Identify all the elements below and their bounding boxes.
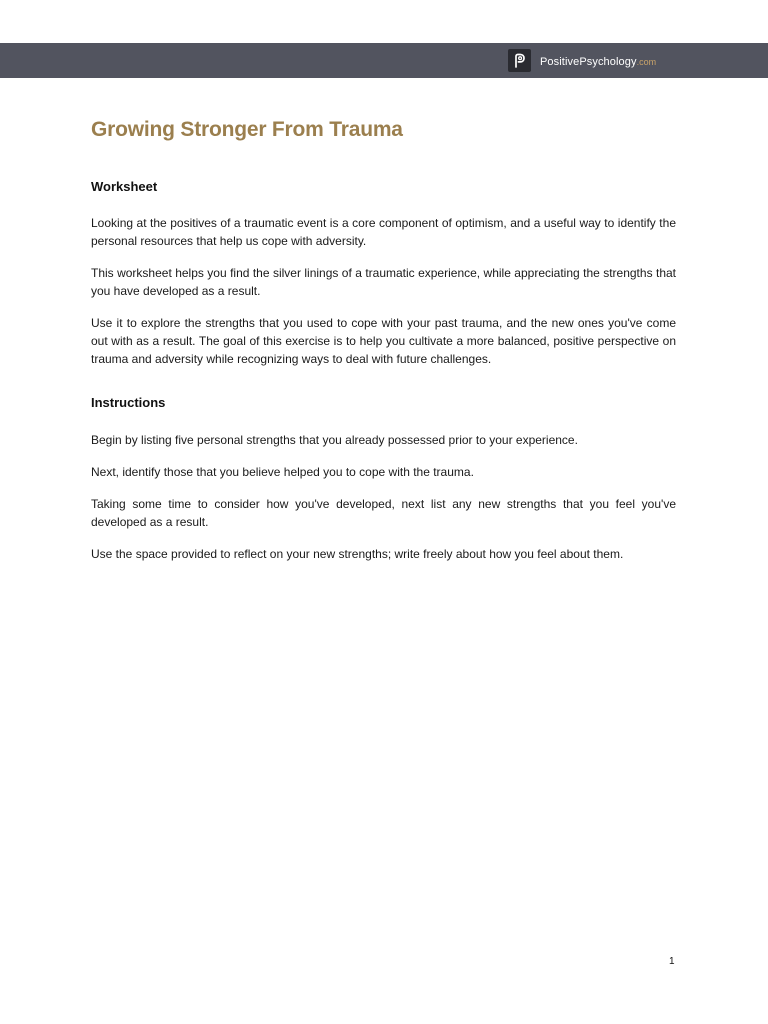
positivepsychology-p-logo-icon bbox=[508, 49, 531, 72]
page-title: Growing Stronger From Trauma bbox=[91, 118, 403, 141]
instructions-heading: Instructions bbox=[91, 395, 166, 410]
instructions-paragraph: Next, identify those that you believe helped you to cope with the trauma. bbox=[91, 465, 474, 479]
document-content bbox=[91, 116, 676, 563]
worksheet-paragraph: Use it to explore the strengths that you used to cope with your past trauma, and the new ones you've come out with as a result. The goal of this exercise is to help you cultivate a more balanced, positive perspective on trauma and adversity while recognizing ways to deal with future challenges. bbox=[91, 316, 676, 366]
brand-link[interactable] bbox=[508, 49, 656, 72]
header-bar bbox=[0, 43, 768, 78]
worksheet-paragraph: This worksheet helps you find the silver linings of a traumatic experience, while appreciating the strengths that you have developed as a result. bbox=[91, 266, 676, 298]
brand-name bbox=[540, 52, 656, 70]
instructions-paragraph: Taking some time to consider how you've developed, next list any new strengths that you feel you've developed as a result. bbox=[91, 497, 676, 529]
page-number: 1 bbox=[669, 956, 675, 967]
worksheet-heading: Worksheet bbox=[91, 179, 158, 194]
instructions-paragraph: Begin by listing five personal strengths that you already possessed prior to your experience. bbox=[91, 433, 578, 447]
worksheet-paragraph: Looking at the positives of a traumatic event is a core component of optimism, and a useful way to identify the personal resources that help us cope with adversity. bbox=[91, 216, 676, 248]
brand-name-text: PositivePsychology bbox=[540, 55, 637, 68]
instructions-paragraph: Use the space provided to reflect on your new strengths; write freely about how you feel about them. bbox=[91, 547, 624, 561]
brand-tld: .com bbox=[636, 56, 657, 67]
